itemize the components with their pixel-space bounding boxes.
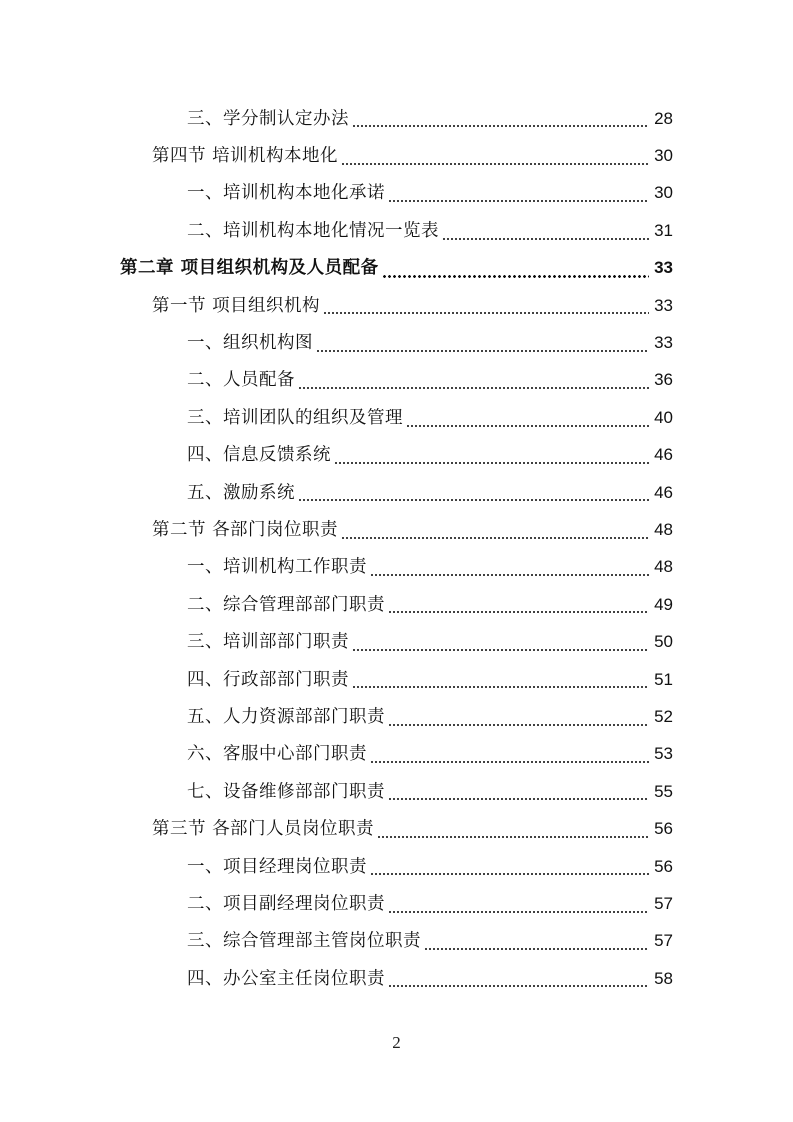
toc-dot-leader — [388, 200, 649, 202]
toc-entry-title: 二、培训机构本地化情况一览表 — [187, 220, 439, 241]
toc-chapter-entry[interactable] — [0, 250, 793, 287]
toc-entry-title: 三、学分制认定办法 — [187, 108, 349, 129]
toc-entry-page: 48 — [654, 519, 673, 539]
toc-dot-leader — [352, 649, 649, 651]
toc-entry-title: 四、办公室主任岗位职责 — [187, 968, 385, 989]
toc-entry-page: 57 — [654, 931, 673, 951]
toc-subsection-entry[interactable] — [0, 549, 793, 586]
toc-entry-page: 31 — [654, 220, 673, 240]
toc-subsection-entry[interactable] — [0, 100, 793, 137]
toc-dot-leader — [377, 836, 649, 838]
toc-dot-leader — [388, 911, 649, 913]
toc-entry-title: 三、综合管理部主管岗位职责 — [187, 931, 421, 952]
toc-entry-page: 33 — [654, 295, 673, 315]
toc-subsection-entry[interactable] — [0, 661, 793, 698]
toc-dot-leader — [388, 611, 649, 613]
toc-dot-leader — [388, 798, 649, 800]
toc-entry-title: 七、设备维修部部门职责 — [187, 781, 385, 802]
toc-entry-page: 57 — [654, 893, 673, 913]
toc-subsection-entry[interactable] — [0, 623, 793, 660]
toc-subsection-entry[interactable] — [0, 773, 793, 810]
toc-entry-title: 六、客服中心部门职责 — [187, 744, 367, 765]
toc-entry-title: 一、培训机构本地化承诺 — [187, 183, 385, 204]
toc-entry-page: 46 — [654, 482, 673, 502]
toc-dot-leader — [334, 462, 649, 464]
toc-entry-title: 第四节 培训机构本地化 — [152, 146, 339, 167]
toc-entry-title: 第二节 各部门岗位职责 — [152, 519, 339, 540]
toc-subsection-entry[interactable] — [0, 175, 793, 212]
toc-entry-title: 第三节 各部门人员岗位职责 — [152, 819, 375, 840]
toc-entry-title: 二、项目副经理岗位职责 — [187, 893, 385, 914]
toc-subsection-entry[interactable] — [0, 698, 793, 735]
toc-entry-title: 一、项目经理岗位职责 — [187, 856, 367, 877]
toc-dot-leader — [382, 275, 649, 278]
toc-entry-title: 五、激励系统 — [187, 482, 295, 503]
toc-subsection-entry[interactable] — [0, 848, 793, 885]
toc-section-entry[interactable] — [0, 137, 793, 174]
toc-entry-page: 46 — [654, 445, 673, 465]
toc-entry-page: 51 — [654, 669, 673, 689]
toc-subsection-entry[interactable] — [0, 960, 793, 997]
toc-entry-page: 56 — [654, 856, 673, 876]
toc-dot-leader — [323, 312, 649, 314]
toc-entry-page: 40 — [654, 407, 673, 427]
toc-dot-leader — [442, 238, 649, 240]
toc-subsection-entry[interactable] — [0, 923, 793, 960]
toc-dot-leader — [370, 574, 649, 576]
toc-dot-leader — [388, 724, 649, 726]
toc-entry-title: 一、培训机构工作职责 — [187, 557, 367, 578]
toc-entry-page: 53 — [654, 744, 673, 764]
toc-dot-leader — [341, 163, 649, 165]
toc-entry-title: 第二章 项目组织机构及人员配备 — [120, 258, 379, 279]
toc-entry-page: 33 — [654, 333, 673, 353]
toc-entry-title: 三、培训团队的组织及管理 — [187, 407, 403, 428]
toc-entry-title: 二、综合管理部部门职责 — [187, 594, 385, 615]
toc-entry-page: 33 — [654, 258, 673, 278]
toc-subsection-entry[interactable] — [0, 362, 793, 399]
toc-section-entry[interactable] — [0, 287, 793, 324]
toc-dot-leader — [316, 350, 649, 352]
toc-dot-leader — [352, 125, 649, 127]
toc-entry-title: 四、行政部部门职责 — [187, 669, 349, 690]
toc-dot-leader — [298, 387, 649, 389]
toc-entry-title: 五、人力资源部部门职责 — [187, 706, 385, 727]
toc-entry-title: 四、信息反馈系统 — [187, 445, 331, 466]
toc-section-entry[interactable] — [0, 511, 793, 548]
toc-entry-title: 第一节 项目组织机构 — [152, 295, 321, 316]
toc-subsection-entry[interactable] — [0, 736, 793, 773]
toc-dot-leader — [370, 873, 649, 875]
toc-section-entry[interactable] — [0, 810, 793, 847]
toc-dot-leader — [341, 537, 649, 539]
toc-entry-page: 52 — [654, 706, 673, 726]
table-of-contents — [0, 100, 793, 997]
toc-entry-page: 58 — [654, 968, 673, 988]
toc-dot-leader — [352, 686, 649, 688]
toc-entry-page: 28 — [654, 108, 673, 128]
toc-entry-title: 三、培训部部门职责 — [187, 632, 349, 653]
toc-entry-page: 30 — [654, 183, 673, 203]
page-number: 2 — [392, 1033, 401, 1052]
toc-dot-leader — [406, 425, 649, 427]
toc-entry-page: 56 — [654, 819, 673, 839]
toc-entry-page: 36 — [654, 370, 673, 390]
toc-subsection-entry[interactable] — [0, 474, 793, 511]
toc-subsection-entry[interactable] — [0, 399, 793, 436]
toc-entry-page: 55 — [654, 781, 673, 801]
toc-subsection-entry[interactable] — [0, 437, 793, 474]
toc-entry-page: 48 — [654, 557, 673, 577]
toc-dot-leader — [298, 499, 649, 501]
toc-entry-title: 二、人员配备 — [187, 370, 295, 391]
toc-entry-page: 50 — [654, 632, 673, 652]
toc-entry-page: 49 — [654, 594, 673, 614]
toc-subsection-entry[interactable] — [0, 586, 793, 623]
toc-dot-leader — [370, 761, 649, 763]
toc-dot-leader — [388, 985, 649, 987]
toc-subsection-entry[interactable] — [0, 324, 793, 361]
toc-subsection-entry[interactable] — [0, 212, 793, 249]
toc-subsection-entry[interactable] — [0, 885, 793, 922]
toc-dot-leader — [424, 948, 649, 950]
toc-entry-page: 30 — [654, 146, 673, 166]
toc-entry-title: 一、组织机构图 — [187, 333, 313, 354]
